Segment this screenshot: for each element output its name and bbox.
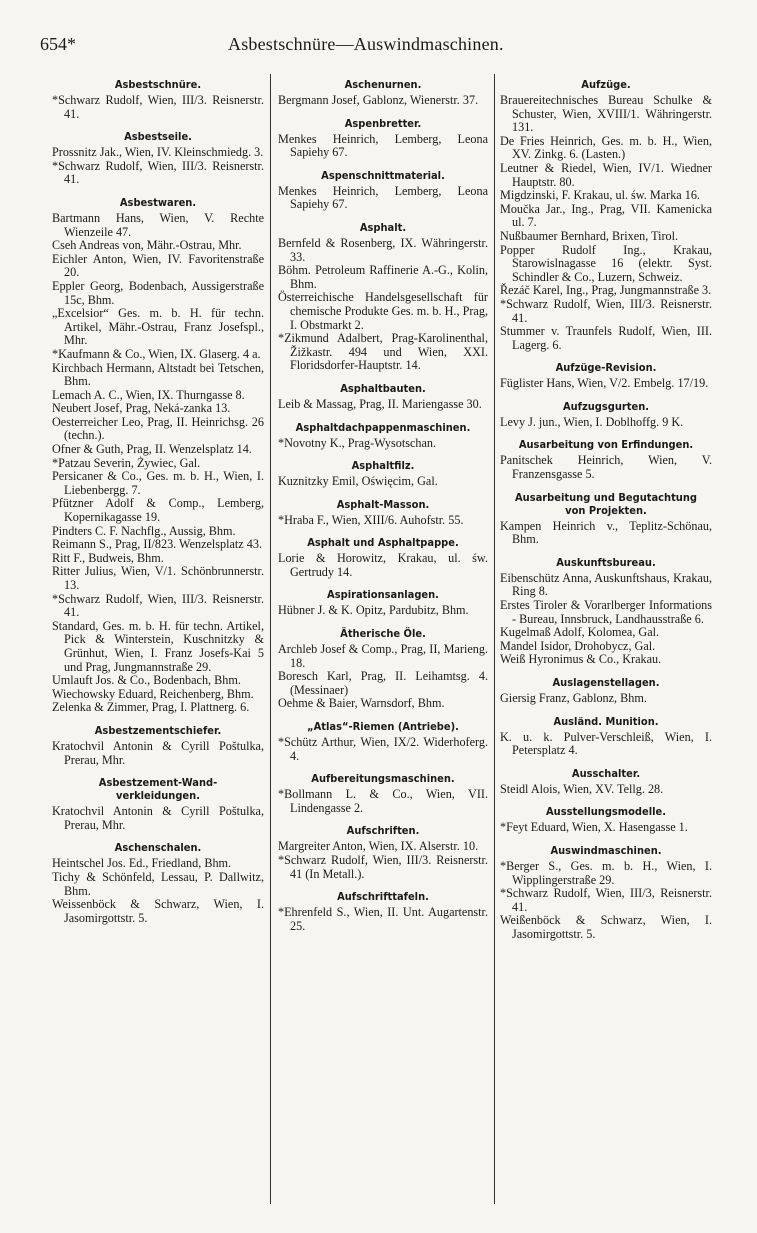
directory-entry: Kratochvil Antonin & Cyrill Poštulka, Prerau, Mhr.: [52, 804, 264, 832]
directory-entry: Leib & Massag, Prag, II. Mariengasse 30.: [278, 396, 482, 411]
directory-entry: *Hraba F., Wien, XIII/6. Auhofstr. 55.: [278, 512, 464, 527]
directory-entry: Lorie & Horowitz, Krakau, ul. św. Gertrudy 14.: [278, 551, 488, 579]
directory-entry: Füglister Hans, Wien, V/2. Embelg. 17/19.: [500, 376, 709, 391]
directory-section: [52, 196, 264, 715]
directory-entry: Kampen Heinrich v., Teplitz-Schönau, Bhm.: [500, 518, 712, 547]
directory-section: [278, 498, 488, 528]
directory-entry: Brauereitechnisches Bureau Schulke & Schuster, Wien, XVIII/1. Währingerstr. 131.: [500, 93, 712, 135]
directory-entry: „Excelsior“ Ges. m. b. H. für techn. Artikel, Mähr.-Ostrau, Franz Josefspl., Mhr.: [52, 306, 264, 348]
directory-entry: Leutner & Riedel, Wien, IV/1. Wiedner Hauptstr. 80.: [500, 160, 712, 189]
directory-section: [278, 221, 488, 373]
directory-section: [278, 169, 488, 212]
directory-entry: *Patzau Severin, Żywiec, Gal.: [52, 455, 201, 470]
directory-section: [278, 421, 488, 451]
directory-section: [500, 844, 712, 942]
directory-entry: *Kaufmann & Co., Wien, IX. Glaserg. 4 a.: [52, 346, 261, 361]
directory-section: [500, 78, 712, 352]
section-heading: Ausarbeitung von Erfindungen.: [518, 438, 694, 452]
section-heading: Asphaltfilz.: [351, 459, 415, 473]
directory-entry: Hübner J. & K. Opitz, Pardubitz, Bhm.: [278, 603, 469, 618]
section-heading: Aschenschalen.: [114, 841, 202, 855]
directory-entry: Wiechowsky Eduard, Reichenberg, Bhm.: [52, 686, 254, 701]
directory-section: [52, 841, 264, 925]
section-heading: Aufzüge.: [581, 78, 631, 91]
directory-entry: Ofner & Guth, Prag, II. Wenzelsplatz 14.: [52, 442, 252, 457]
page-header: [40, 34, 730, 58]
directory-entry: Kratochvil Antonin & Cyrill Poštulka, Prerau, Mhr.: [52, 738, 264, 767]
directory-entry: Bartmann Hans, Wien, V. Rechte Wienzeile 47.: [52, 210, 264, 239]
directory-entry: Reimann S., Prag, II/823. Wenzelsplatz 43.: [52, 537, 263, 552]
section-heading: Asbestseile.: [124, 130, 192, 144]
directory-entry: Österreichische Handelsgesellschaft für chemische Produkte Ges. m. b. H., Prag, I. Obstmarkt 2.: [278, 290, 488, 332]
column-divider: [494, 74, 495, 1204]
directory-entry: *Schwarz Rudolf, Wien, III/3. Reisnerstr. 41.: [52, 591, 264, 620]
section-heading: Ausschalter.: [571, 766, 641, 780]
directory-entry: Ritt F., Budweis, Bhm.: [52, 550, 164, 565]
directory-entry: Pindters C. F. Nachflg., Aussig, Bhm.: [52, 523, 236, 538]
directory-entry: *Bollmann L. & Co., Wien, VII. Lindengasse 2.: [278, 787, 488, 815]
section-heading: Auskunftsbureau.: [556, 555, 656, 569]
directory-section: [500, 491, 712, 547]
directory-section: [278, 78, 488, 108]
directory-section: [500, 438, 712, 481]
section-heading: Aufbereitungsmaschinen.: [311, 772, 455, 786]
directory-entry: Weißenböck & Schwarz, Wien, I. Jasomirgottstr. 5.: [500, 913, 712, 941]
directory-section: [278, 117, 488, 160]
section-heading: „Atlas“-Riemen (Antriebe).: [307, 720, 459, 734]
directory-entry: Popper Rudolf Ing., Krakau, Starowislnagasse 16 (elektr. Syst. Schindler & Co., Luzern, Schweiz.: [500, 242, 712, 284]
directory-entry: Kugelmaß Adolf, Kolomea, Gal.: [500, 625, 660, 640]
directory-section: [278, 627, 488, 711]
directory-entry: Pfützner Adolf & Comp., Lemberg, Kopernikagasse 19.: [52, 496, 264, 525]
directory-entry: Weiß Hyronimus & Co., Krakau.: [500, 652, 662, 667]
directory-entry: Kuznitzky Emil, Oświęcim, Gal.: [278, 474, 438, 489]
column-divider: [270, 74, 271, 1204]
section-heading: Ausarbeitung und Begutachtung von Projekten.: [515, 490, 697, 517]
directory-section: [52, 724, 264, 767]
section-heading: Asphalt-Masson.: [336, 497, 430, 511]
directory-entry: *Schwarz Rudolf, Wien, III/3. Reisnerstr. 41 (In Metall.).: [278, 853, 488, 881]
directory-section: [500, 805, 712, 835]
directory-entry: K. u. k. Pulver-Verschleiß, Wien, I. Petersplatz 4.: [500, 729, 712, 758]
section-heading: Asbestschnüre.: [114, 78, 202, 91]
directory-entry: Heintschel Jos. Ed., Friedland, Bhm.: [52, 856, 232, 871]
section-heading: Aspirationsanlagen.: [327, 588, 439, 602]
directory-entry: *Zikmund Adalbert, Prag-Karolinenthal, Žižkastr. 494 und Wien, XXI. Floridsdorfer-Hauptstr. 14.: [278, 331, 488, 373]
directory-entry: Boresch Karl, Prag, II. Leihamtsg. 4. (Messinaer): [278, 669, 488, 697]
directory-section: [52, 130, 264, 187]
section-heading: Asphaltdachpappenmaschinen.: [295, 420, 471, 434]
directory-entry: Giersig Franz, Gablonz, Bhm.: [500, 691, 647, 705]
directory-entry: Tichy & Schönfeld, Lessau, P. Dallwitz, Bhm.: [52, 869, 264, 898]
directory-section: [278, 824, 488, 881]
directory-entry: *Schwarz Rudolf, Wien, III/3. Reisnerstr. 41.: [500, 296, 712, 325]
directory-entry: Eichler Anton, Wien, IV. Favoritenstraße 20.: [52, 251, 264, 280]
directory-entry: Zelenka & Zimmer, Prag, I. Plattnerg. 6.: [52, 700, 250, 715]
directory-entry: Řezáč Karel, Ing., Prag, Jungmannstraße 3.: [500, 283, 712, 298]
directory-entry: Moučka Jar., Ing., Prag, VII. Kamenicka ul. 7.: [500, 201, 712, 230]
directory-section: [278, 588, 488, 618]
section-heading: Auswindmaschinen.: [550, 843, 662, 857]
directory-section: [500, 676, 712, 706]
section-heading: Aufzüge-Revision.: [555, 361, 657, 375]
column-2: [278, 78, 488, 933]
directory-entry: Levy J. jun., Wien, I. Doblhoffg. 9 K.: [500, 414, 684, 429]
directory-entry: Böhm. Petroleum Raffinerie A.-G., Kolin, Bhm.: [278, 263, 488, 291]
column-1: [52, 78, 264, 925]
directory-entry: Panitschek Heinrich, Wien, V. Franzensgasse 5.: [500, 453, 712, 482]
directory-entry: *Schwarz Rudolf, Wien, III/3, Reisnerstr. 41.: [500, 886, 712, 914]
directory-entry: Prossnitz Jak., Wien, IV. Kleinschmiedg. 3.: [52, 145, 264, 160]
directory-entry: Neubert Josef, Prag, Neká-zanka 13.: [52, 401, 231, 416]
directory-entry: Eppler Georg, Bodenbach, Aussigerstraße 15c, Bhm.: [52, 278, 264, 307]
directory-entry: *Novotny K., Prag-Wysotschan.: [278, 435, 437, 450]
section-heading: Asphalt und Asphaltpappe.: [307, 536, 459, 550]
section-heading: Ausstellungsmodelle.: [545, 805, 666, 819]
directory-entry: *Schwarz Rudolf, Wien, III/3. Reisnerstr. 41.: [52, 158, 264, 187]
directory-entry: Menkes Heinrich, Lemberg, Leona Sapiehy 67.: [278, 183, 488, 212]
section-heading: Aufzugsgurten.: [562, 399, 650, 413]
directory-entry: Nußbaumer Bernhard, Brixen, Tirol.: [500, 228, 679, 243]
directory-entry: Weissenböck & Schwarz, Wien, I. Jasomirgottstr. 5.: [52, 897, 264, 925]
directory-entry: Margreiter Anton, Wien, IX. Alserstr. 10.: [278, 839, 479, 854]
directory-section: [500, 400, 712, 430]
directory-entry: Lemach A. C., Wien, IX. Thurngasse 8.: [52, 387, 245, 402]
directory-entry: Erstes Tiroler & Vorarlberger Informations - Bureau, Innsbruck, Landhausstraße 6.: [500, 598, 712, 626]
directory-entry: Kirchbach Hermann, Altstadt bei Tetschen, Bhm.: [52, 360, 264, 389]
directory-section: [278, 890, 488, 933]
directory-section: [500, 556, 712, 667]
directory-entry: *Ehrenfeld S., Wien, II. Unt. Augartenstr. 25.: [278, 905, 488, 933]
section-heading: Ausländ. Munition.: [553, 714, 659, 728]
directory-entry: Oesterreicher Leo, Prag, II. Heinrichsg. 26 (techn.).: [52, 414, 264, 443]
directory-entry: Persicaner & Co., Ges. m. b. H., Wien, I. Liebenbergg. 7.: [52, 469, 264, 497]
directory-entry: Menkes Heinrich, Lemberg, Leona Sapiehy 67.: [278, 131, 488, 160]
directory-entry: Eibenschütz Anna, Auskunftshaus, Krakau, Ring 8.: [500, 570, 712, 599]
directory-entry: Bernfeld & Rosenberg, IX. Währingerstr. 33.: [278, 235, 488, 264]
section-heading: Aspenbretter.: [344, 116, 422, 130]
directory-entry: *Feyt Eduard, Wien, X. Hasengasse 1.: [500, 820, 688, 835]
directory-entry: Mandel Isidor, Drohobycz, Gal.: [500, 638, 656, 653]
section-heading: Asphalt.: [359, 220, 407, 234]
directory-entry: *Berger S., Ges. m. b. H., Wien, I. Wipplingerstraße 29.: [500, 858, 712, 887]
directory-entry: Stummer v. Traunfels Rudolf, Wien, III. Lagerg. 6.: [500, 324, 712, 352]
directory-entry: Cseh Andreas von, Mähr.-Ostrau, Mhr.: [52, 238, 242, 253]
section-heading: Asbestzementschiefer.: [94, 723, 222, 737]
directory-entry: Ritter Julius, Wien, V/1. Schönbrunnerstr. 13.: [52, 564, 264, 592]
directory-section: [278, 382, 488, 412]
section-heading: Aschenurnen.: [344, 78, 422, 91]
directory-entry: Oehme & Baier, Warnsdorf, Bhm.: [278, 696, 445, 711]
column-3: [500, 78, 712, 942]
directory-entry: Steidl Alois, Wien, XV. Tellg. 28.: [500, 781, 664, 796]
directory-section: [278, 720, 488, 763]
directory-entry: *Schütz Arthur, Wien, IX/2. Widerhoferg. 4.: [278, 735, 488, 763]
running-title: Asbestschnüre—Auswindmaschinen.: [228, 34, 504, 54]
directory-entry: Archleb Josef & Comp., Prag, II, Marieng. 18.: [278, 642, 488, 670]
directory-section: [52, 78, 264, 121]
section-heading: Aufschrifttafeln.: [337, 890, 429, 904]
directory-section: [278, 459, 488, 489]
section-heading: Aufschriften.: [346, 824, 420, 838]
directory-entry: Standard, Ges. m. b. H. für techn. Artikel, Pick & Winterstein, Kuschnitzky & Grünhut, Wien, I. Franz Josefs-Kai 5 und Prag, Jungmannstraße 29.: [52, 618, 264, 674]
directory-section: [500, 767, 712, 797]
directory-entry: *Schwarz Rudolf, Wien, III/3. Reisnerstr. 41.: [52, 93, 264, 121]
directory-entry: Migdzinski, F. Krakau, ul. św. Marka 16.: [500, 188, 700, 203]
section-heading: Asbestwaren.: [119, 195, 197, 209]
section-heading: Auslagenstellagen.: [552, 676, 660, 689]
directory-entry: Umlauft Jos. & Co., Bodenbach, Bhm.: [52, 673, 241, 688]
section-heading: Asbestzement-Wand-verkleidungen.: [98, 776, 218, 803]
directory-entry: Bergmann Josef, Gablonz, Wienerstr. 37.: [278, 93, 479, 107]
directory-section: [500, 361, 712, 391]
section-heading: Aspenschnittmaterial.: [321, 168, 445, 182]
directory-section: [500, 715, 712, 758]
section-heading: Asphaltbauten.: [340, 381, 426, 395]
directory-section: [278, 536, 488, 579]
directory-entry: De Fries Heinrich, Ges. m. b. H., Wien, XV. Zinkg. 6. (Lasten.): [500, 133, 712, 162]
section-heading: Ätherische Öle.: [340, 627, 426, 641]
page-number: 654*: [40, 34, 76, 54]
directory-section: [52, 776, 264, 832]
directory-section: [278, 772, 488, 815]
